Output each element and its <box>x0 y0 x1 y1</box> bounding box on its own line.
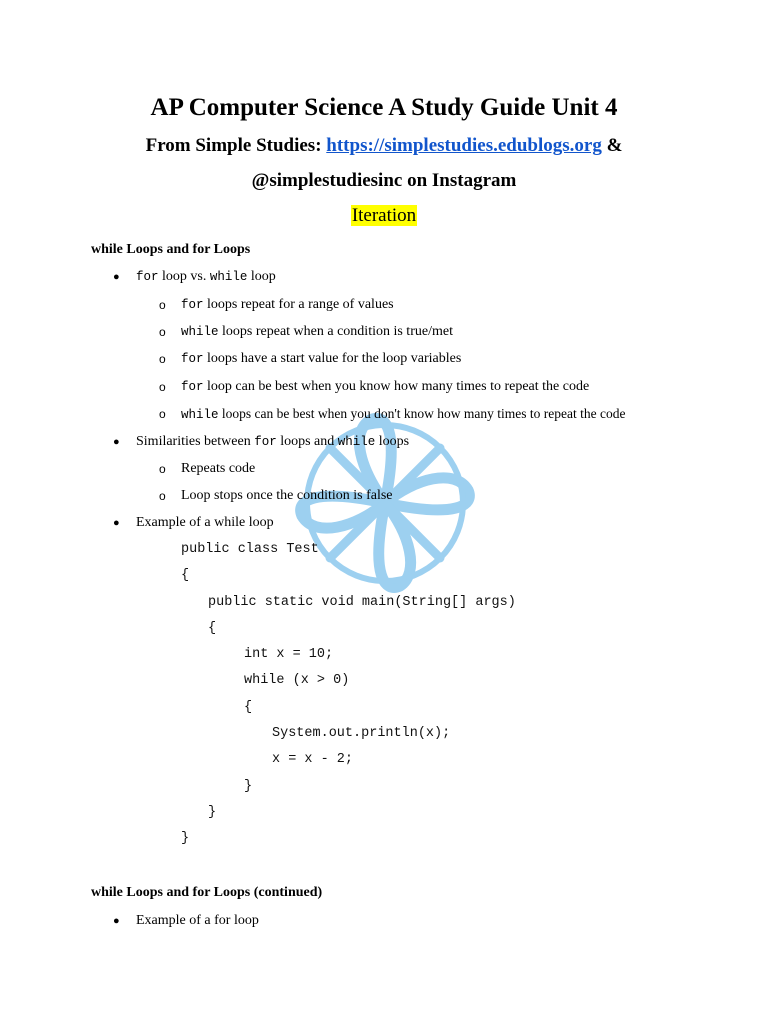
instagram-line: @simplestudiesinc on Instagram <box>251 170 517 191</box>
code-line: int x = 10; <box>244 647 334 662</box>
sub-bullet-icon: o <box>159 489 166 503</box>
code-line: } <box>244 779 253 794</box>
sub-bullet-icon: o <box>159 380 166 394</box>
sub-list-item <box>181 296 394 314</box>
code-line: } <box>181 831 190 846</box>
code-line: public class Test <box>181 542 319 557</box>
list-item <box>136 268 276 286</box>
code-keyword: while <box>337 435 376 449</box>
code-line: { <box>181 568 190 583</box>
source-link[interactable]: https://simplestudies.edublogs.org <box>326 135 602 156</box>
bullet-icon: ● <box>113 915 120 927</box>
bullet-icon: ● <box>113 517 120 529</box>
item-text: loops repeat when a condition is true/met <box>218 324 453 339</box>
list-item: Example of a for loop <box>136 913 259 928</box>
sub-bullet-icon: o <box>159 462 166 476</box>
topic-wrapper <box>0 204 768 228</box>
sub-list-item <box>181 405 625 424</box>
list-item: Example of a while loop <box>136 515 274 530</box>
code-line: while (x > 0) <box>244 673 350 688</box>
sub-bullet-icon: o <box>159 407 166 421</box>
item-text: loops have a start value for the loop variables <box>203 351 462 366</box>
code-line: public static void main(String[] args) <box>208 595 516 610</box>
sub-list-item <box>181 350 461 368</box>
code-keyword: for <box>254 435 277 449</box>
code-keyword: for <box>136 270 159 284</box>
item-text: loops repeat for a range of values <box>203 297 394 312</box>
bullet-icon: ● <box>113 436 120 448</box>
code-line: { <box>208 621 217 636</box>
code-keyword: while <box>181 325 219 339</box>
code-keyword: while <box>209 270 248 284</box>
sub-list-item <box>181 378 589 396</box>
sub-bullet-icon: o <box>159 298 166 312</box>
section-heading: while Loops and for Loops (continued) <box>91 885 323 900</box>
item-text: loop vs. <box>158 269 210 284</box>
list-item <box>136 433 409 451</box>
item-text: loops and <box>276 434 338 449</box>
code-line: x = x - 2; <box>272 752 354 767</box>
code-keyword: for <box>181 380 204 394</box>
source-prefix: From Simple Studies: <box>145 135 322 156</box>
sub-list-item: Repeats code <box>181 461 256 476</box>
item-text: loop <box>247 269 276 284</box>
source-suffix: & <box>606 135 623 156</box>
item-text: loops <box>375 434 410 449</box>
code-line: { <box>244 700 253 715</box>
source-line <box>0 133 768 159</box>
item-text: loop can be best when you know how many times to repeat the code <box>203 379 590 394</box>
section-heading: while Loops and for Loops <box>91 242 251 257</box>
sub-bullet-icon: o <box>159 325 166 339</box>
item-text: Similarities between <box>136 434 255 449</box>
bullet-icon: ● <box>113 271 120 283</box>
sub-list-item: Loop stops once the condition is false <box>181 488 393 503</box>
topic-highlight: Iteration <box>351 205 417 226</box>
code-line: } <box>208 805 217 820</box>
code-keyword: for <box>181 298 204 312</box>
document-title: AP Computer Science A Study Guide Unit 4 <box>150 94 618 121</box>
code-keyword: for <box>181 352 204 366</box>
sub-list-item <box>181 323 453 341</box>
code-line: System.out.println(x); <box>272 726 451 741</box>
sub-bullet-icon: o <box>159 352 166 366</box>
code-keyword: while <box>181 408 219 422</box>
item-text: loops can be best when you don't know how many times to repeat the code <box>218 406 626 421</box>
